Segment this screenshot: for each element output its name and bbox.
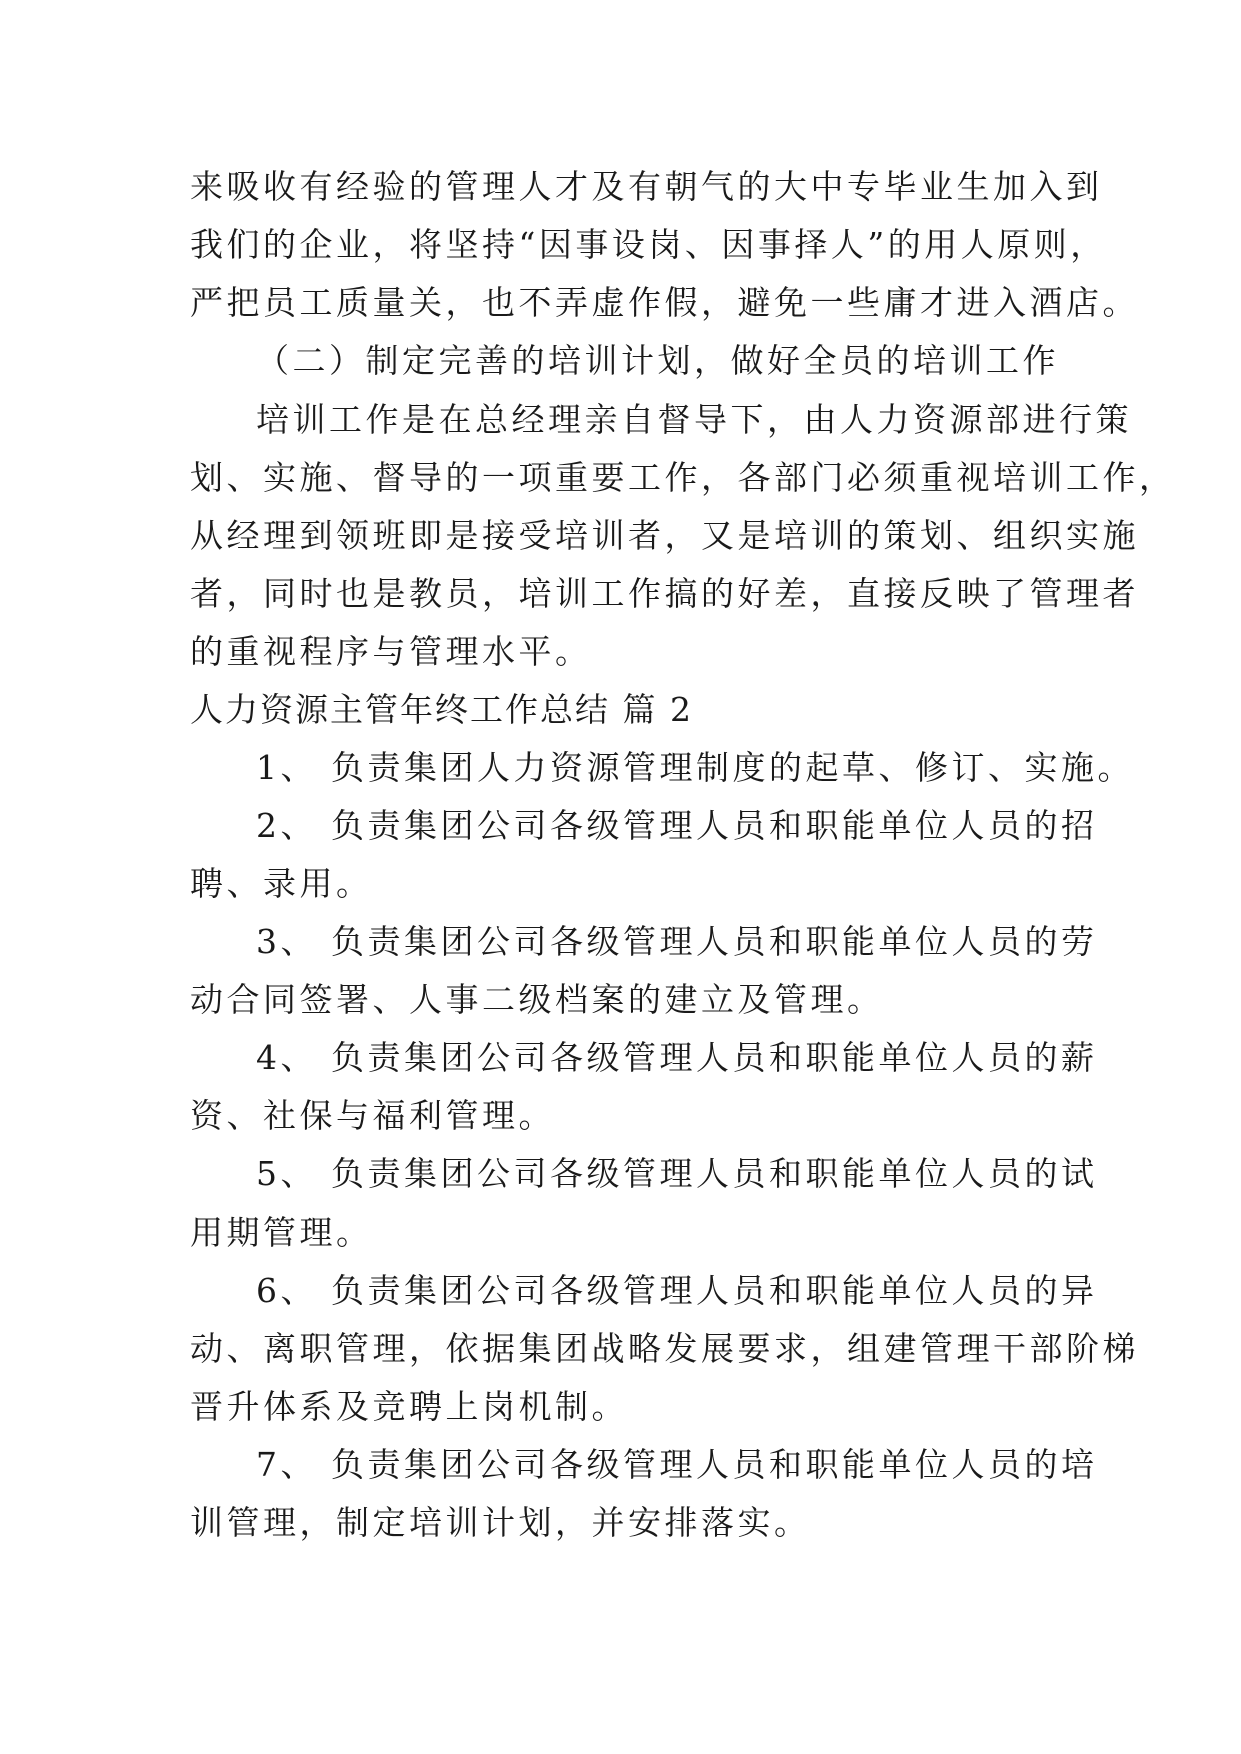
list-item-line: 4、 负责集团公司各级管理人员和职能单位人员的薪 [256, 1038, 1098, 1077]
list-item-line: 7、 负责集团公司各级管理人员和职能单位人员的培 [256, 1445, 1098, 1484]
list-item-continuation: 动合同签署、人事二级档案的建立及管理。 [190, 980, 884, 1019]
list-item-continuation: 训管理，制定培训计划，并安排落实。 [190, 1503, 811, 1542]
list-item-line: 6、 负责集团公司各级管理人员和职能单位人员的异 [256, 1271, 1098, 1310]
list-item-line: 2、 负责集团公司各级管理人员和职能单位人员的招 [256, 806, 1098, 845]
paragraph-line: 者，同时也是教员，培训工作搞的好差，直接反映了管理者 [190, 574, 1139, 613]
paragraph-line: 严把员工质量关，也不弄虚作假，避免一些庸才进入酒店。 [190, 283, 1139, 322]
list-item-line: 3、 负责集团公司各级管理人员和职能单位人员的劳 [256, 922, 1098, 961]
list-item-continuation: 动、离职管理，依据集团战略发展要求，组建管理干部阶梯 [190, 1329, 1139, 1368]
paragraph-line: 我们的企业，将坚持“因事设岗、因事择人”的用人原则， [190, 225, 1107, 264]
section-subheading: （二）制定完善的培训计划，做好全员的培训工作 [256, 341, 1059, 380]
section-heading: 人力资源主管年终工作总结 篇 2 [190, 690, 693, 729]
list-item-continuation: 资、社保与福利管理。 [190, 1096, 555, 1135]
list-item-line: 1、 负责集团人力资源管理制度的起草、修订、实施。 [256, 748, 1134, 787]
list-item-continuation: 晋升体系及竞聘上岗机制。 [190, 1387, 628, 1426]
list-item-continuation: 用期管理。 [190, 1213, 373, 1252]
paragraph-line: 来吸收有经验的管理人才及有朝气的大中专毕业生加入到 [190, 167, 1103, 206]
paragraph-line: 的重视程序与管理水平。 [190, 632, 592, 671]
paragraph-line: 划、实施、督导的一项重要工作，各部门必须重视培训工作， [190, 458, 1176, 497]
list-item-line: 5、 负责集团公司各级管理人员和职能单位人员的试 [256, 1154, 1098, 1193]
paragraph-line: 从经理到领班即是接受培训者，又是培训的策划、组织实施 [190, 516, 1139, 555]
paragraph-line: 培训工作是在总经理亲自督导下，由人力资源部进行策 [256, 400, 1132, 439]
list-item-continuation: 聘、录用。 [190, 864, 373, 903]
